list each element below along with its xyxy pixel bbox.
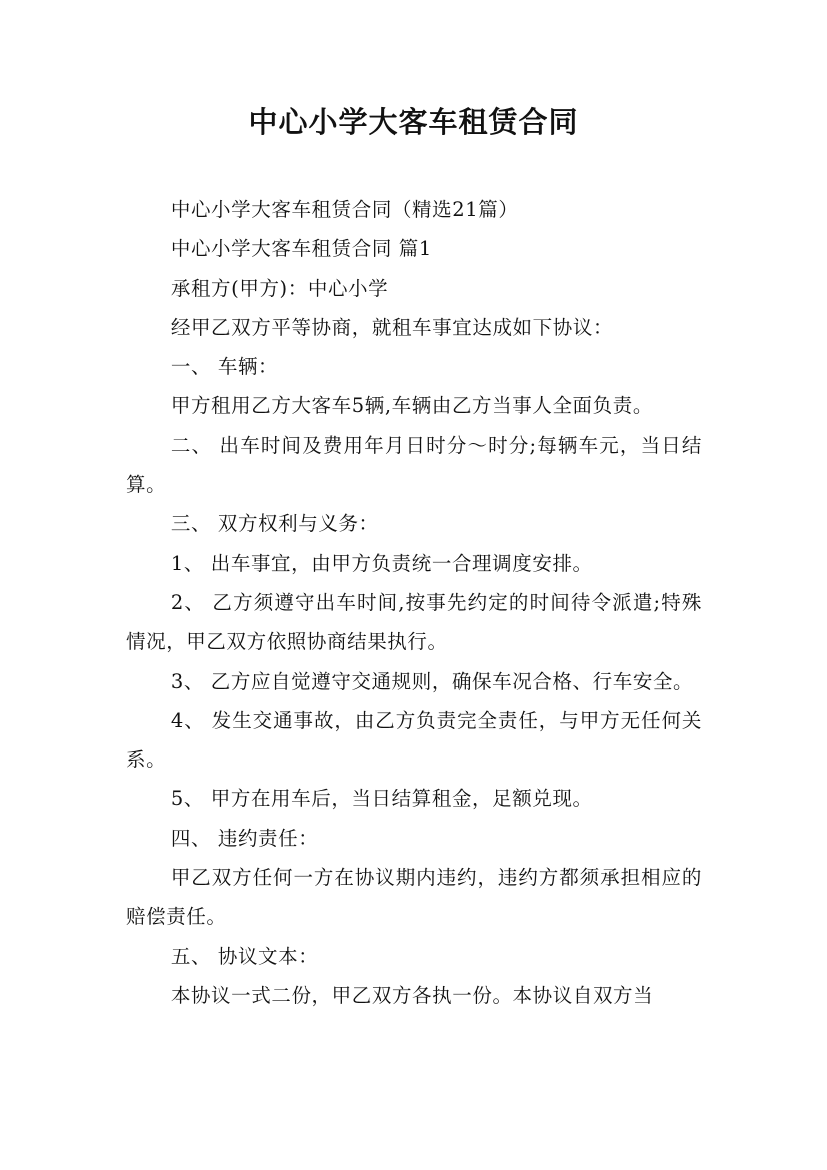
section-vehicles-heading: 一、 车辆：	[170, 355, 279, 379]
document-title: 中心小学大客车租赁合同	[248, 105, 579, 139]
paragraph-vehicles: 甲方租用乙方大客车5辆,车辆由乙方当事人全面负责。	[170, 394, 653, 418]
clause-5: 5、 甲方在用车后，当日结算租金，足额兑现。	[170, 787, 593, 811]
section-breach-heading: 四、 违约责任：	[170, 826, 319, 850]
clause-2: 2、 乙方须遵守出车时间,按事先约定的时间待令派遣;特殊情况，甲乙双方依照协商结果执行。	[126, 590, 702, 654]
paragraph-copies: 本协议一式二份，甲乙双方各执一份。本协议自双方当	[170, 983, 654, 1007]
section-text-heading: 五、 协议文本：	[170, 944, 319, 968]
section-rights-heading: 三、 双方权利与义务：	[170, 512, 379, 536]
paragraph-breach: 甲乙双方任何一方在协议期内违约，违约方都须承担相应的赔偿责任。	[126, 866, 702, 929]
paragraph-lessee: 承租方(甲方)：中心小学	[170, 276, 389, 300]
paragraph-agreement-intro: 经甲乙双方平等协商，就租车事宜达成如下协议：	[170, 315, 614, 339]
clause-3: 3、 乙方应自觉遵守交通规则，确保车况合格、行车安全。	[170, 669, 694, 693]
section-time-fees: 二、 出车时间及费用年月日时分～时分;每辆车元，当日结算。	[126, 433, 702, 497]
document-body	[126, 190, 702, 1015]
clause-1: 1、 出车事宜，由甲方负责统一合理调度安排。	[170, 551, 593, 575]
clause-4: 4、 发生交通事故，由乙方负责完全责任，与甲方无任何关系。	[126, 708, 702, 772]
paragraph-heading-collection: 中心小学大客车租赁合同（精选21篇）	[170, 198, 519, 221]
paragraph-heading-part1: 中心小学大客车租赁合同 篇1	[170, 237, 432, 261]
